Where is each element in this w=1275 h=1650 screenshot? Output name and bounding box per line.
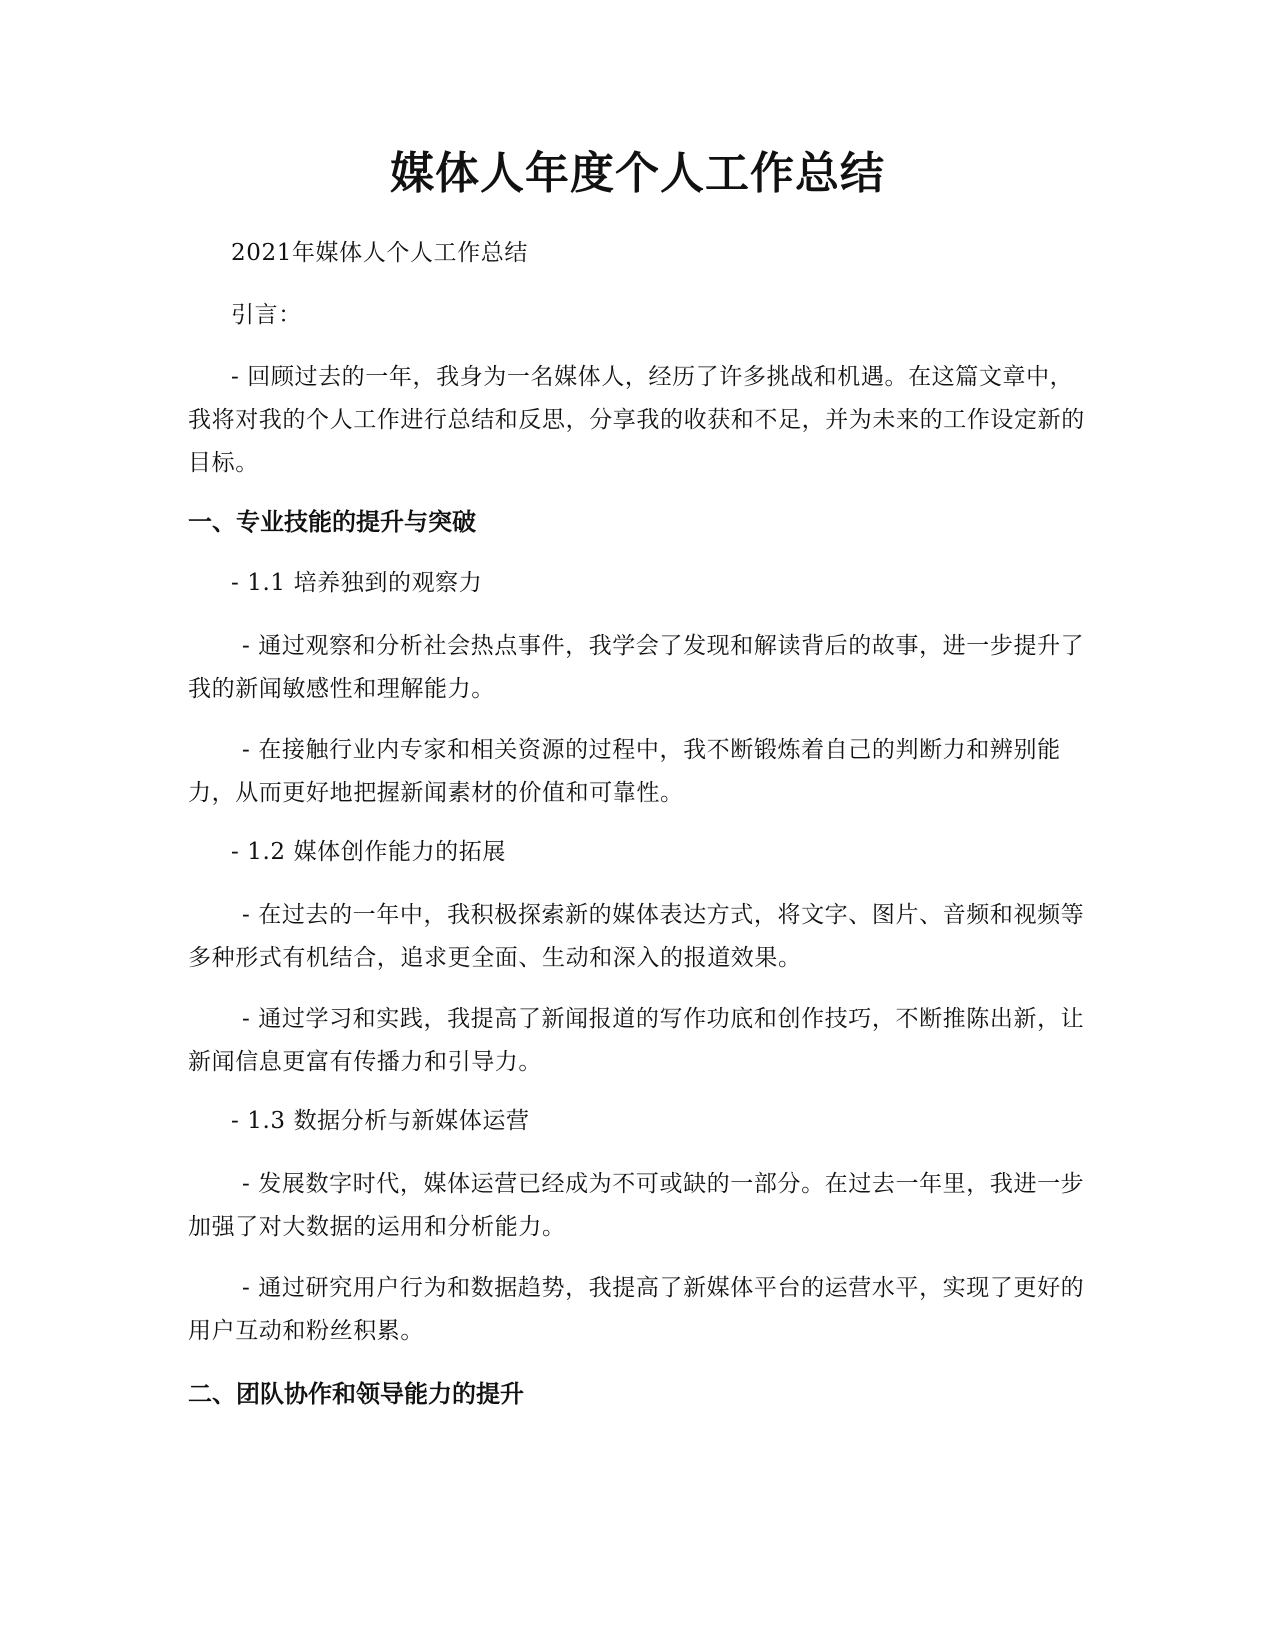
subsection-1-3-paragraph-1: - 发展数字时代，媒体运营已经成为不可或缺的一部分。在过去一年里，我进一步加强了对大数据的运用和分析能力。: [188, 1171, 1085, 1240]
subsection-1-2-paragraph-1: - 在过去的一年中，我积极探索新的媒体表达方式，将文字、图片、音频和视频等多种形式有机结合，追求更全面、生动和深入的报道效果。: [188, 902, 1085, 971]
section-1-heading: 一、专业技能的提升与突破: [188, 508, 476, 536]
document-subtitle: 2021年媒体人个人工作总结: [231, 240, 528, 266]
intro-paragraph: - 回顾过去的一年，我身为一名媒体人，经历了许多挑战和机遇。在这篇文章中，我将对我的个人工作进行总结和反思，分享我的收获和不足，并为未来的工作设定新的目标。: [188, 364, 1085, 476]
subsection-1-1-paragraph-1: - 通过观察和分析社会热点事件，我学会了发现和解读背后的故事，进一步提升了我的新闻敏感性和理解能力。: [188, 633, 1085, 702]
subsection-1-1-paragraph-2: - 在接触行业内专家和相关资源的过程中，我不断锻炼着自己的判断力和辨别能力，从而更好地把握新闻素材的价值和可靠性。: [188, 737, 1061, 806]
section-2-heading: 二、团队协作和领导能力的提升: [188, 1380, 524, 1408]
intro-label: 引言：: [231, 302, 302, 328]
subsection-1-2-paragraph-2: - 通过学习和实践，我提高了新闻报道的写作功底和创作技巧，不断推陈出新，让新闻信息更富有传播力和引导力。: [188, 1006, 1085, 1075]
subsection-1-2-title: - 1.2 媒体创作能力的拓展: [231, 839, 506, 865]
document-title: 媒体人年度个人工作总结: [390, 148, 885, 199]
subsection-1-3-paragraph-2: - 通过研究用户行为和数据趋势，我提高了新媒体平台的运营水平，实现了更好的用户互动和粉丝积累。: [188, 1275, 1085, 1344]
subsection-1-1-title: - 1.1 培养独到的观察力: [231, 570, 483, 596]
subsection-1-3-title: - 1.3 数据分析与新媒体运营: [231, 1108, 530, 1134]
